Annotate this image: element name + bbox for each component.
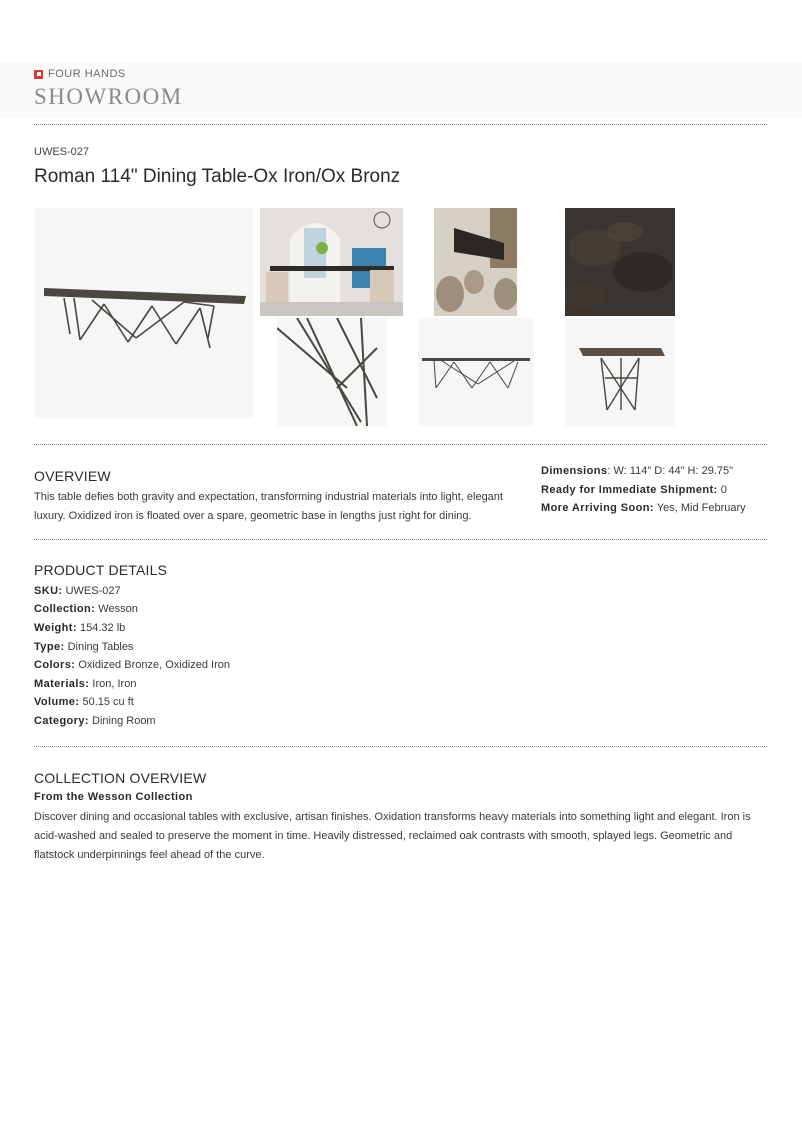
spec-ready-shipment-value: 0 (720, 484, 727, 496)
spec-dimensions-sep: : (607, 465, 614, 477)
collection-text: Discover dining and occasional tables with exclusive, artisan finishes. Oxidation transforms heavy materials into something light and elegant. Iron is acid-washed and sealed to preserve the moment in time. Heavily distressed, reclaimed oak contrasts with smooth, splayed legs. Geometric and flatstock underpinnings feel ahead of the curve. (34, 811, 751, 861)
detail-colors (34, 659, 230, 671)
detail-type-label: Type: (34, 641, 65, 653)
product-image-main[interactable] (34, 208, 254, 418)
brand-large: SHOWROOM (34, 84, 183, 109)
product-title: Roman 114" Dining Table-Ox Iron/Ox Bronz (34, 166, 401, 187)
overview-heading: OVERVIEW (34, 468, 111, 484)
detail-collection-value: Wesson (98, 603, 138, 615)
table-main-illustration (34, 208, 254, 418)
room-scene-illustration (260, 208, 403, 316)
base-detail-illustration (277, 318, 387, 426)
detail-materials (34, 678, 136, 690)
detail-sku (34, 585, 121, 597)
detail-type-value: Dining Tables (67, 641, 134, 653)
spec-dimensions-label: Dimensions (541, 465, 608, 477)
product-image-side-view[interactable] (418, 318, 534, 426)
brand-logo-icon (34, 70, 43, 79)
spec-more-arriving-label: More Arriving Soon: (541, 502, 654, 514)
detail-weight-value: 154.32 lb (80, 622, 126, 634)
detail-materials-value: Iron, Iron (92, 678, 137, 690)
end-view-illustration (565, 318, 675, 426)
collection-subheading: From the Wesson Collection (34, 791, 193, 803)
detail-collection-label: Collection: (34, 603, 96, 615)
brand-small (34, 68, 126, 80)
divider-4 (34, 746, 767, 747)
detail-weight-label: Weight: (34, 622, 77, 634)
iron-finish-swatch (565, 208, 675, 316)
divider-1 (34, 124, 767, 125)
details-heading: PRODUCT DETAILS (34, 562, 168, 578)
detail-type (34, 641, 133, 653)
spec-more-arriving (541, 502, 746, 514)
detail-category-label: Category: (34, 715, 89, 727)
detail-sku-label: SKU: (34, 585, 63, 597)
dining-room-illustration (434, 208, 517, 316)
product-image-finish-swatch[interactable] (565, 208, 675, 316)
side-view-illustration (418, 318, 534, 426)
spec-dimensions-value: W: 114" D: 44" H: 29.75" (613, 465, 734, 477)
spec-ready-shipment (541, 484, 727, 496)
collection-heading: COLLECTION OVERVIEW (34, 770, 207, 786)
product-image-end-view[interactable] (565, 318, 675, 426)
detail-colors-label: Colors: (34, 659, 76, 671)
detail-sku-value: UWES-027 (65, 585, 121, 597)
detail-volume-value: 50.15 cu ft (82, 696, 134, 708)
detail-colors-value: Oxidized Bronze, Oxidized Iron (78, 659, 231, 671)
detail-category (34, 715, 156, 727)
product-image-room-2[interactable] (434, 208, 517, 316)
detail-collection (34, 603, 138, 615)
brand-small-text: FOUR HANDS (48, 68, 126, 80)
divider-3 (34, 539, 767, 540)
spec-ready-shipment-label: Ready for Immediate Shipment: (541, 484, 718, 496)
spec-more-arriving-value: Yes, Mid February (656, 502, 746, 514)
detail-volume (34, 696, 134, 708)
detail-volume-label: Volume: (34, 696, 80, 708)
detail-materials-label: Materials: (34, 678, 90, 690)
detail-weight (34, 622, 125, 634)
product-sku-code: UWES-027 (34, 146, 90, 158)
product-image-room-1[interactable] (260, 208, 403, 316)
divider-2 (34, 444, 767, 445)
overview-text: This table defies both gravity and expectation, transforming industrial materials into light, elegant luxury. Oxidized iron is floated over a spare, geometric base in lengths just right for dining. (34, 491, 503, 522)
spec-dimensions (541, 465, 733, 477)
product-image-base-detail[interactable] (277, 318, 387, 426)
detail-category-value: Dining Room (92, 715, 156, 727)
